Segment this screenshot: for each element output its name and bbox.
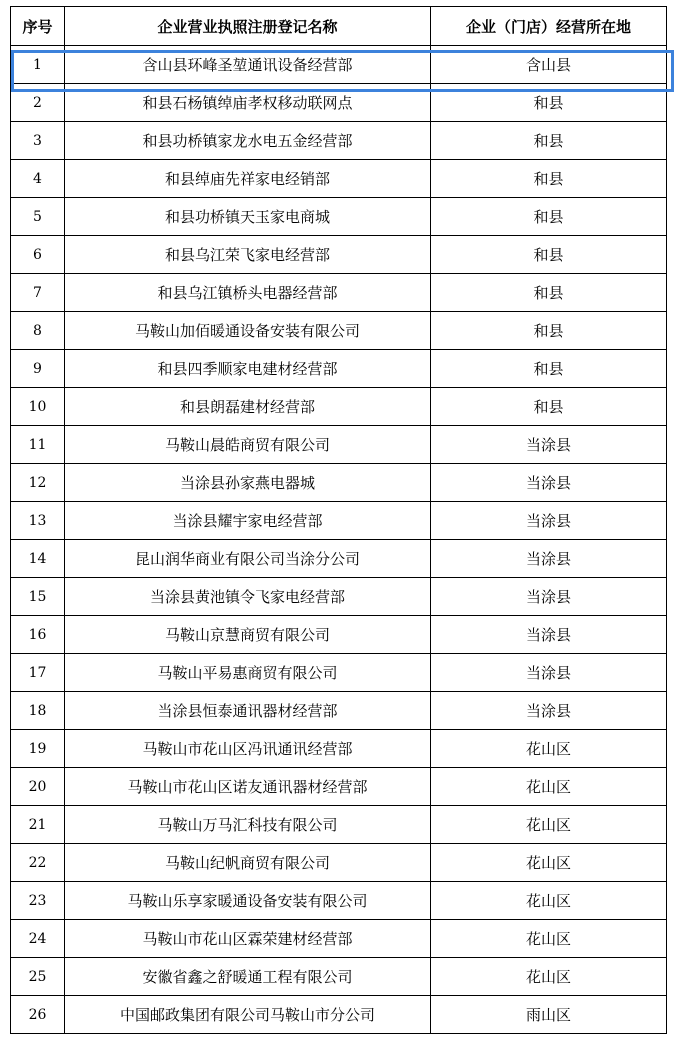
cell-no: 1 — [11, 46, 65, 84]
table-body — [11, 46, 667, 1034]
cell-name: 安徽省鑫之舒暖通工程有限公司 — [65, 958, 431, 996]
table-row[interactable] — [11, 502, 667, 540]
cell-name: 当涂县孙家燕电器城 — [65, 464, 431, 502]
cell-name: 和县功桥镇家龙水电五金经营部 — [65, 122, 431, 160]
cell-location: 当涂县 — [431, 464, 667, 502]
table-row[interactable] — [11, 996, 667, 1034]
cell-no: 26 — [11, 996, 65, 1034]
cell-location: 当涂县 — [431, 692, 667, 730]
table-row[interactable] — [11, 654, 667, 692]
cell-no: 14 — [11, 540, 65, 578]
header-location: 企业（门店）经营所在地 — [431, 7, 667, 46]
cell-location: 和县 — [431, 122, 667, 160]
cell-location: 含山县 — [431, 46, 667, 84]
cell-location: 花山区 — [431, 958, 667, 996]
table-row[interactable] — [11, 844, 667, 882]
cell-no: 9 — [11, 350, 65, 388]
table-row[interactable] — [11, 806, 667, 844]
cell-no: 10 — [11, 388, 65, 426]
table-row[interactable] — [11, 312, 667, 350]
table-row[interactable] — [11, 464, 667, 502]
table-row[interactable] — [11, 198, 667, 236]
cell-location: 花山区 — [431, 844, 667, 882]
cell-no: 16 — [11, 616, 65, 654]
cell-no: 19 — [11, 730, 65, 768]
cell-no: 17 — [11, 654, 65, 692]
cell-location: 雨山区 — [431, 996, 667, 1034]
cell-no: 8 — [11, 312, 65, 350]
cell-location: 花山区 — [431, 920, 667, 958]
cell-location: 当涂县 — [431, 578, 667, 616]
cell-location: 和县 — [431, 388, 667, 426]
cell-location: 当涂县 — [431, 426, 667, 464]
table-row[interactable] — [11, 122, 667, 160]
cell-no: 23 — [11, 882, 65, 920]
table-row[interactable] — [11, 692, 667, 730]
cell-location: 和县 — [431, 274, 667, 312]
cell-name: 当涂县恒泰通讯器材经营部 — [65, 692, 431, 730]
cell-location: 和县 — [431, 350, 667, 388]
table-row[interactable] — [11, 882, 667, 920]
table-row[interactable] — [11, 388, 667, 426]
cell-location: 花山区 — [431, 730, 667, 768]
cell-name: 当涂县耀宇家电经营部 — [65, 502, 431, 540]
table-row[interactable] — [11, 84, 667, 122]
document-sheet — [10, 6, 666, 1034]
cell-location: 和县 — [431, 84, 667, 122]
table-row[interactable] — [11, 426, 667, 464]
cell-name: 和县乌江荣飞家电经营部 — [65, 236, 431, 274]
table-row[interactable] — [11, 350, 667, 388]
header-row — [11, 7, 667, 46]
cell-no: 5 — [11, 198, 65, 236]
cell-no: 20 — [11, 768, 65, 806]
cell-no: 2 — [11, 84, 65, 122]
table-row[interactable] — [11, 540, 667, 578]
table-row[interactable] — [11, 616, 667, 654]
cell-no: 18 — [11, 692, 65, 730]
cell-no: 12 — [11, 464, 65, 502]
cell-no: 11 — [11, 426, 65, 464]
cell-name: 马鞍山加佰暖通设备安装有限公司 — [65, 312, 431, 350]
cell-location: 和县 — [431, 312, 667, 350]
cell-location: 花山区 — [431, 806, 667, 844]
table-row[interactable] — [11, 730, 667, 768]
cell-no: 3 — [11, 122, 65, 160]
cell-location: 和县 — [431, 236, 667, 274]
cell-location: 花山区 — [431, 882, 667, 920]
cell-name: 马鞍山乐享家暖通设备安装有限公司 — [65, 882, 431, 920]
cell-location: 和县 — [431, 160, 667, 198]
cell-location: 花山区 — [431, 768, 667, 806]
cell-no: 7 — [11, 274, 65, 312]
cell-no: 21 — [11, 806, 65, 844]
cell-name: 含山县环峰圣堃通讯设备经营部 — [65, 46, 431, 84]
cell-location: 当涂县 — [431, 540, 667, 578]
cell-name: 和县乌江镇桥头电器经营部 — [65, 274, 431, 312]
cell-name: 马鞍山京慧商贸有限公司 — [65, 616, 431, 654]
cell-name: 和县绰庙先祥家电经销部 — [65, 160, 431, 198]
table-row[interactable] — [11, 768, 667, 806]
header-name: 企业营业执照注册登记名称 — [65, 7, 431, 46]
cell-no: 13 — [11, 502, 65, 540]
cell-name: 和县四季顺家电建材经营部 — [65, 350, 431, 388]
cell-name: 中国邮政集团有限公司马鞍山市分公司 — [65, 996, 431, 1034]
cell-no: 25 — [11, 958, 65, 996]
cell-name: 马鞍山市花山区霖荣建材经营部 — [65, 920, 431, 958]
cell-no: 6 — [11, 236, 65, 274]
cell-location: 当涂县 — [431, 654, 667, 692]
header-no: 序号 — [11, 7, 65, 46]
table-row[interactable] — [11, 578, 667, 616]
cell-location: 和县 — [431, 198, 667, 236]
table-row[interactable] — [11, 920, 667, 958]
cell-no: 22 — [11, 844, 65, 882]
cell-name: 马鞍山纪帆商贸有限公司 — [65, 844, 431, 882]
cell-name: 马鞍山平易惠商贸有限公司 — [65, 654, 431, 692]
cell-name: 马鞍山市花山区诺友通讯器材经营部 — [65, 768, 431, 806]
table-row[interactable] — [11, 958, 667, 996]
cell-name: 马鞍山晨皓商贸有限公司 — [65, 426, 431, 464]
cell-name: 当涂县黄池镇令飞家电经营部 — [65, 578, 431, 616]
cell-name: 马鞍山市花山区冯讯通讯经营部 — [65, 730, 431, 768]
enterprise-table — [10, 6, 667, 1034]
cell-name: 和县石杨镇绰庙孝权移动联网点 — [65, 84, 431, 122]
cell-no: 24 — [11, 920, 65, 958]
cell-no: 15 — [11, 578, 65, 616]
cell-name: 昆山润华商业有限公司当涂分公司 — [65, 540, 431, 578]
cell-name: 马鞍山万马汇科技有限公司 — [65, 806, 431, 844]
table-row[interactable] — [11, 160, 667, 198]
cell-name: 和县功桥镇天玉家电商城 — [65, 198, 431, 236]
cell-name: 和县朗磊建材经营部 — [65, 388, 431, 426]
table-row[interactable] — [11, 46, 667, 84]
cell-location: 当涂县 — [431, 616, 667, 654]
cell-location: 当涂县 — [431, 502, 667, 540]
table-row[interactable] — [11, 274, 667, 312]
table-row[interactable] — [11, 236, 667, 274]
cell-no: 4 — [11, 160, 65, 198]
